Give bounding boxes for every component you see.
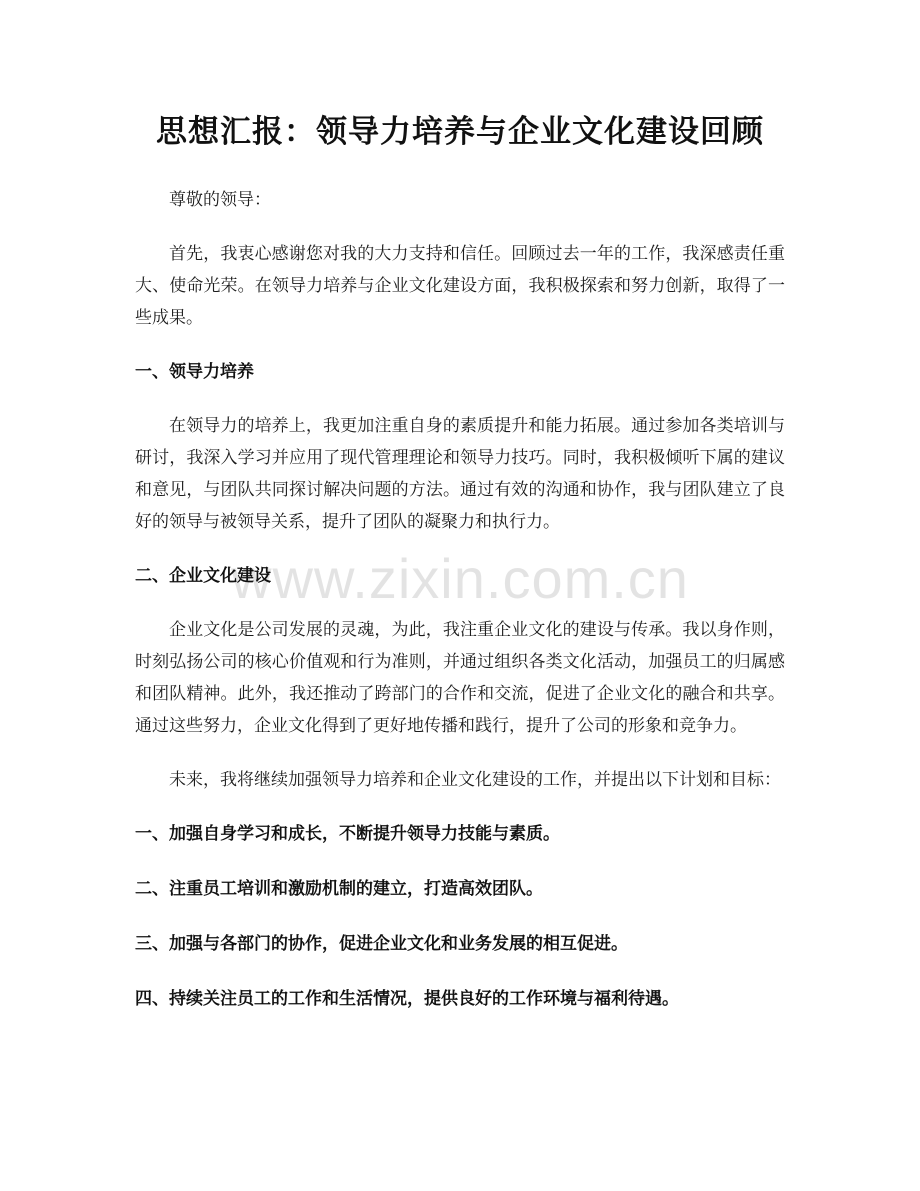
document-title: 思想汇报：领导力培养与企业文化建设回顾 — [156, 114, 764, 150]
plan-item: 一、加强自身学习和成长，不断提升领导力技能与素质。 — [135, 824, 560, 844]
section-body-leadership: 在领导力的培养上，我更加注重自身的素质提升和能力拓展。通过参加各类培训与研讨，我深入学习并应用了现代管理理论和领导力技巧。同时，我积极倾听下属的建议和意见，与团队共同探讨解决问题的方法。通过有效的沟通和协作，我与团队建立了良好的领导与被领导关系，提升了团队的凝聚力和执行力。 — [135, 416, 785, 532]
greeting: 尊敬的领导： — [169, 190, 271, 210]
section-heading-leadership: 一、领导力培养 — [135, 362, 254, 382]
plan-item: 四、持续关注员工的工作和生活情况，提供良好的工作环境与福利待遇。 — [135, 989, 679, 1009]
section-body-culture: 企业文化是公司发展的灵魂，为此，我注重企业文化的建设与传承。我以身作则，时刻弘扬公司的核心价值观和行为准则，并通过组织各类文化活动，加强员工的归属感和团队精神。此外，我还推动了跨部门的合作和交流，促进了企业文化的融合和共享。通过这些努力，企业文化得到了更好地传播和践行，提升了公司的形象和竞争力。 — [135, 620, 785, 736]
plan-item: 二、注重员工培训和激励机制的建立，打造高效团队。 — [135, 879, 543, 899]
intro-paragraph: 首先，我衷心感谢您对我的大力支持和信任。回顾过去一年的工作，我深感责任重大、使命光荣。在领导力培养与企业文化建设方面，我积极探索和努力创新，取得了一些成果。 — [135, 244, 785, 328]
watermark: www.zixin.com.cn — [231, 547, 689, 610]
plan-item: 三、加强与各部门的协作，促进企业文化和业务发展的相互促进。 — [135, 934, 628, 954]
section-heading-culture: 二、企业文化建设 — [135, 566, 271, 586]
future-paragraph: 未来，我将继续加强领导力培养和企业文化建设的工作，并提出以下计划和目标： — [169, 770, 781, 790]
document-body — [135, 184, 785, 1038]
